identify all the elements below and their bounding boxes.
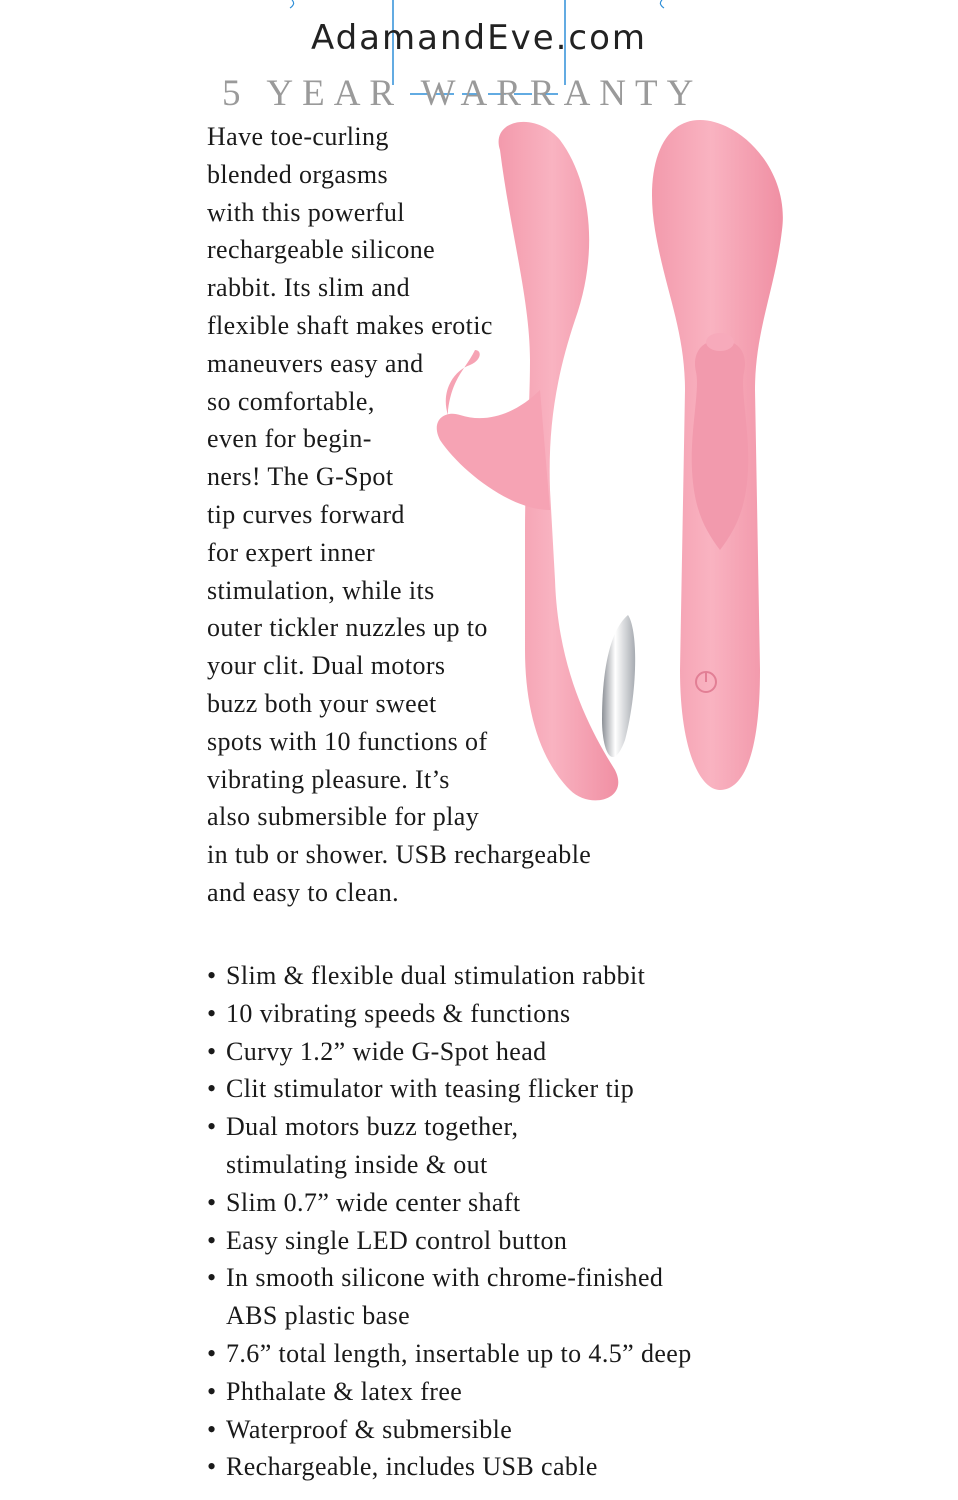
feature-text: Clit stimulator with teasing flicker tip [226, 1074, 635, 1104]
feature-item [207, 1222, 907, 1260]
feature-text: Slim 0.7” wide center shaft [226, 1187, 521, 1217]
description-line: tip curves forward [207, 499, 405, 529]
bullet-icon: • [207, 1414, 217, 1444]
description-line: your clit. Dual motors [207, 651, 446, 681]
feature-list [207, 957, 907, 1486]
feature-item [207, 1448, 907, 1486]
feature-text: 10 vibrating speeds & functions [226, 998, 571, 1028]
description-line: buzz both your sweet [207, 688, 437, 718]
description-line: flexible shaft makes erotic [207, 310, 493, 340]
feature-text: 7.6” total length, insertable up to 4.5” deep [226, 1338, 692, 1368]
description-line: even for begin- [207, 424, 372, 454]
feature-item [207, 1259, 907, 1335]
bullet-icon: • [207, 1036, 217, 1066]
description-line: vibrating pleasure. It’s [207, 764, 450, 794]
bullet-icon: • [207, 1338, 217, 1368]
feature-item [207, 1033, 907, 1071]
description-line: blended orgasms [207, 159, 388, 189]
description-line: Have toe-curling [207, 122, 389, 151]
feature-text: Rechargeable, includes USB cable [226, 1452, 598, 1482]
bullet-icon: • [207, 1452, 217, 1482]
description-line: maneuvers easy and [207, 348, 424, 378]
bullet-icon: • [207, 1225, 217, 1255]
description-line: also submersible for play [207, 802, 480, 832]
feature-text: Dual motors buzz together, [226, 1112, 519, 1142]
description-line: for expert inner [207, 537, 376, 567]
bullet-icon: • [207, 1074, 217, 1104]
feature-item [207, 995, 907, 1033]
feature-text-continued: ABS plastic base [226, 1301, 411, 1331]
description-line: and easy to clean. [207, 877, 400, 907]
bullet-icon: • [207, 961, 217, 990]
feature-text-continued: stimulating inside & out [226, 1149, 488, 1179]
warranty-heading: 5 YEAR WARRANTY [222, 73, 703, 114]
description-line: in tub or shower. USB rechargeable [207, 840, 592, 870]
feature-item [207, 1070, 907, 1108]
bullet-icon: • [207, 1376, 217, 1406]
feature-item [207, 1184, 907, 1222]
description-line: rabbit. Its slim and [207, 273, 410, 303]
feature-text: Waterproof & submersible [226, 1414, 513, 1444]
product-description [207, 118, 667, 912]
description-line: rechargeable silicone [207, 235, 436, 265]
description-line: spots with 10 functions of [207, 726, 488, 756]
feature-text: Slim & flexible dual stimulation rabbit [226, 961, 646, 990]
feature-item [207, 957, 907, 995]
bullet-icon: • [207, 1187, 217, 1217]
feature-text: Phthalate & latex free [226, 1376, 463, 1406]
site-name: AdamandEve.com [310, 18, 648, 58]
bullet-icon: • [207, 998, 217, 1028]
feature-item [207, 1108, 907, 1184]
description-line: so comfortable, [207, 386, 375, 416]
bullet-icon: • [207, 1112, 217, 1142]
feature-item [207, 1335, 907, 1373]
feature-text: In smooth silicone with chrome-finished [226, 1263, 664, 1293]
bullet-icon: • [207, 1263, 217, 1293]
feature-text: Curvy 1.2” wide G-Spot head [226, 1036, 547, 1066]
description-line: stimulation, while its [207, 575, 435, 605]
feature-item [207, 1373, 907, 1411]
feature-item [207, 1411, 907, 1449]
description-line: ners! The G-Spot [207, 462, 394, 492]
description-line: with this powerful [207, 197, 405, 227]
description-line: outer tickler nuzzles up to [207, 613, 488, 643]
feature-text: Easy single LED control button [226, 1225, 568, 1255]
